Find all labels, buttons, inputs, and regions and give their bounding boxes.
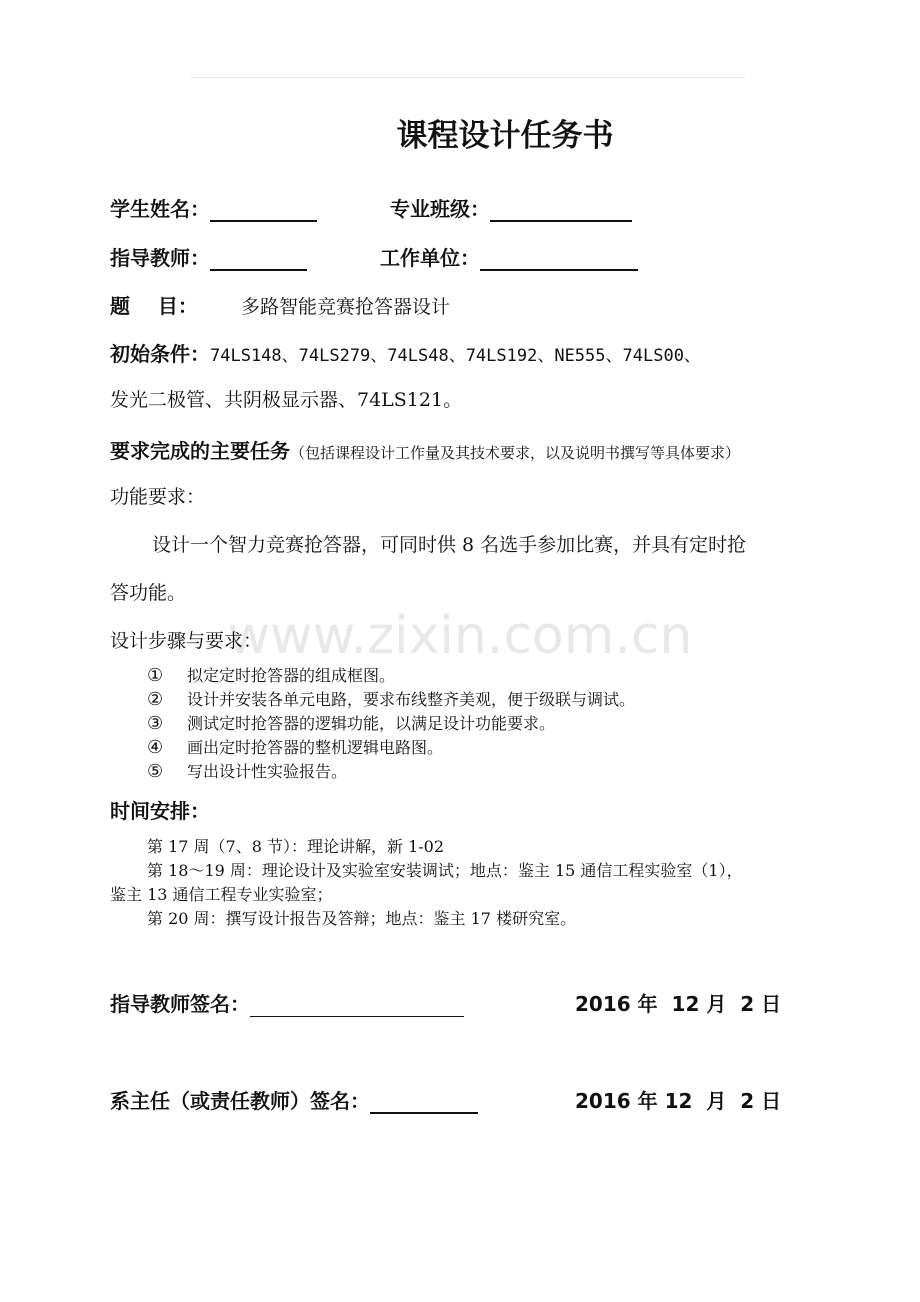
step-text: 画出定时抢答器的整机逻辑电路图。 xyxy=(187,738,444,757)
step-number: ② xyxy=(147,689,164,710)
step-item xyxy=(147,735,443,758)
student-name-field xyxy=(110,193,317,222)
dept-head-signature-line[interactable] xyxy=(370,1088,478,1114)
function-req-line2: 答功能。 xyxy=(110,582,187,604)
document-title: 课程设计任务书 xyxy=(396,118,614,154)
schedule-line: 第 20 周：撰写设计报告及答辩；地点：鉴主 17 楼研究室。 xyxy=(147,909,577,928)
advisor-field xyxy=(110,242,307,271)
step-number: ④ xyxy=(147,737,164,758)
major-class-blank[interactable] xyxy=(490,196,632,222)
schedule-line: 鉴主 13 通信工程专业实验室； xyxy=(110,885,333,904)
work-unit-blank[interactable] xyxy=(480,245,638,271)
step-item xyxy=(147,663,395,686)
advisor-signature-label: 指导教师签名： xyxy=(110,992,250,1016)
major-class-field xyxy=(390,193,632,222)
function-req-label: 功能要求： xyxy=(110,486,206,508)
advisor-signature-row xyxy=(110,988,464,1017)
topic-row xyxy=(110,290,450,319)
initial-conditions-label: 初始条件： xyxy=(110,342,210,366)
step-item xyxy=(147,711,555,734)
step-item xyxy=(147,759,347,782)
header-rule xyxy=(190,77,745,78)
step-item xyxy=(147,687,635,710)
step-number: ③ xyxy=(147,713,164,734)
design-steps-label: 设计步骤与要求： xyxy=(110,630,263,652)
dept-head-signature-date: 2016 年 12 月 2 日 xyxy=(575,1089,782,1113)
advisor-signature-line[interactable] xyxy=(250,992,464,1017)
work-unit-field xyxy=(380,242,638,271)
step-text: 设计并安装各单元电路，要求布线整齐美观，便于级联与调试。 xyxy=(187,690,636,709)
initial-conditions-line1: 74LS148、74LS279、74LS48、74LS192、NE555、74LS00、 xyxy=(210,346,701,366)
tasks-note: （包括课程设计工作量及其技术要求，以及说明书撰写等具体要求） xyxy=(290,444,741,462)
work-unit-label: 工作单位： xyxy=(380,246,480,270)
advisor-label: 指导教师： xyxy=(110,246,210,270)
initial-conditions-row xyxy=(110,338,701,367)
initial-conditions-line2: 发光二极管、共阴极显示器、74LS121。 xyxy=(110,389,463,411)
schedule-label: 时间安排： xyxy=(110,799,210,823)
topic-label: 题 目： xyxy=(110,294,198,318)
step-number: ① xyxy=(147,665,164,686)
dept-head-signature-row xyxy=(110,1085,478,1114)
advisor-blank[interactable] xyxy=(210,245,307,271)
major-class-label: 专业班级： xyxy=(390,197,490,221)
schedule-line: 第 18～19 周：理论设计及实验室安装调试；地点：鉴主 15 通信工程实验室（1）， xyxy=(147,861,743,880)
function-req-line1: 设计一个智力竞赛抢答器，可同时供 8 名选手参加比赛，并具有定时抢 xyxy=(152,534,747,556)
step-text: 写出设计性实验报告。 xyxy=(187,762,348,781)
student-name-blank[interactable] xyxy=(210,196,317,222)
step-number: ⑤ xyxy=(147,761,164,782)
topic-value: 多路智能竞赛抢答器设计 xyxy=(240,296,450,318)
advisor-signature-date: 2016 年 12 月 2 日 xyxy=(575,992,782,1016)
dept-head-signature-label: 系主任（或责任教师）签名： xyxy=(110,1089,370,1113)
schedule-line: 第 17 周（7、8 节）：理论讲解，新 1-02 xyxy=(147,837,445,856)
student-name-label: 学生姓名： xyxy=(110,197,210,221)
step-text: 测试定时抢答器的逻辑功能，以满足设计功能要求。 xyxy=(187,714,556,733)
step-text: 拟定定时抢答器的组成框图。 xyxy=(187,666,396,685)
tasks-label: 要求完成的主要任务 xyxy=(110,439,290,463)
tasks-row xyxy=(110,435,740,464)
watermark: www.zixin.com.cn xyxy=(227,606,693,666)
